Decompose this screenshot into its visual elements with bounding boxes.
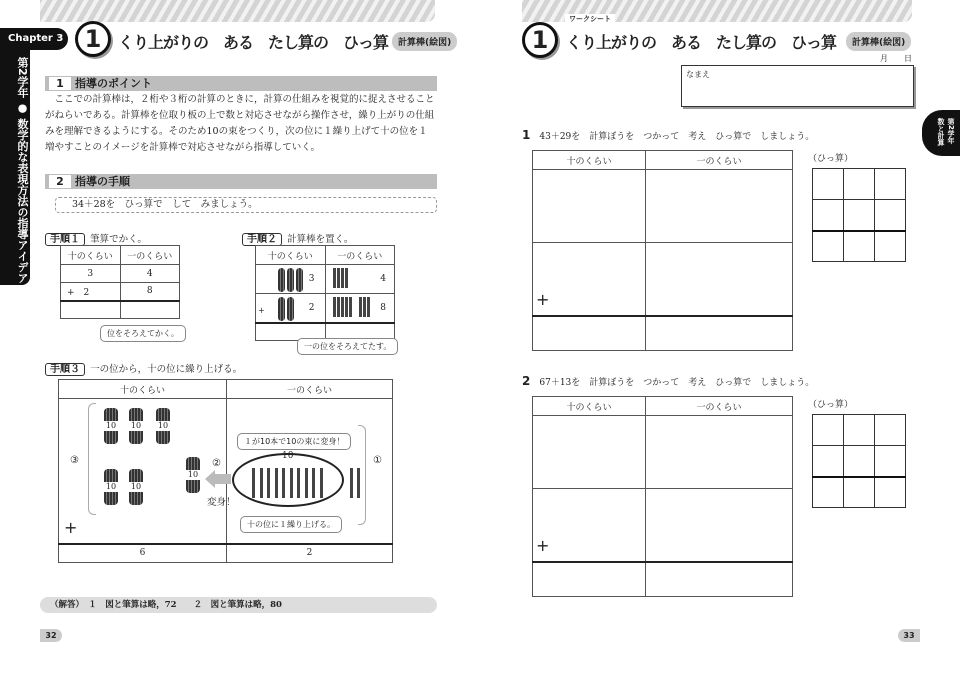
page-number: 32 [40,629,62,642]
step-label: 手順２ [242,233,282,246]
chapter-tab: Chapter 3 [0,28,68,50]
ten-bundle [129,408,143,444]
step2-callout: 一の位をそろえてたす。 [297,338,398,355]
result-tens: 6 [59,544,227,563]
cell[interactable] [533,562,646,597]
ten-bundle [186,457,200,493]
question-number: 2 [522,374,531,388]
ten-bundle [287,268,294,292]
date-field[interactable]: 月 日 [880,54,912,63]
cell[interactable] [646,562,793,597]
one-stick [367,297,370,317]
bundle-label: 10 [105,421,117,430]
section-header-procedure [45,174,437,189]
cell[interactable] [533,316,646,351]
grid-cell[interactable] [875,477,906,508]
ten-bundle [278,268,285,292]
one-stick [341,297,344,317]
mark-2: ② [212,458,221,469]
question-number: 1 [522,128,531,142]
question-text: 43＋29を 計算ぼうを つかって 考え ひっ算で しましょう。 [539,132,815,142]
question-text: 67＋13を 計算ぼうを つかって 考え ひっ算で しましょう。 [539,378,815,388]
page-title: くり上がりの ある たし算の ひっ算 [566,33,837,52]
bundle-label: 10 [130,482,142,491]
grid-cell[interactable] [813,477,844,508]
cell[interactable] [533,489,646,562]
mark-3: ③ [70,455,79,466]
section-number: 1 [49,77,71,90]
header-tens: 十のくらい [533,397,646,416]
plus-sign: + [258,306,265,315]
cell: 3 [256,265,326,294]
henshin-label: 変身！ [207,497,236,508]
ten-bundle [278,297,285,321]
hissan-label: （ひっ算） [808,400,854,410]
one-stick [333,268,336,288]
ten-bundle [296,268,303,292]
header-tens: 十のくらい [533,151,646,170]
bundle-label: 10 [105,482,117,491]
one-stick [345,297,348,317]
cell[interactable] [646,416,793,489]
one-stick [337,268,340,288]
worksheet-label: ワークシート [565,14,615,24]
grid-cell[interactable] [875,169,906,200]
place-value-table-1 [532,150,793,351]
page-number: 33 [898,629,920,642]
one-stick [350,468,353,498]
one-stick [333,297,336,317]
grid-cell[interactable] [813,446,844,477]
bubble-transform: １が10本で10の束に変身！ [237,433,351,450]
side-tab: 第2学年 数と計算 [922,110,960,156]
title-badge: 計算棒(絵図) [846,32,911,51]
section-number: 2 [49,175,71,188]
question-2 [522,374,814,388]
plus-sign: + [536,290,550,309]
page-title: くり上がりの ある たし算の ひっ算 [118,33,389,52]
name-field[interactable] [681,65,914,107]
cell: 2 [256,294,326,323]
step-text: 一の位から，十の位に繰り上げる。 [90,364,243,375]
header-tens: 十のくらい [256,246,326,265]
side-tab: 第2学年 ● 数学的な表現方法の指導アイデア [0,50,30,285]
cell [61,301,121,319]
arrow-shaft [215,474,231,484]
grid-cell[interactable] [844,200,875,231]
ten-bundle [104,469,118,505]
cell[interactable] [646,170,793,243]
answer-bar: （解答） １ 図と筆算は略，72 ２ 図と筆算は略，80 [40,597,437,613]
step2-heading [242,227,353,246]
step1-heading [45,227,147,246]
header-ones: 一のくらい [227,380,393,399]
header-ones: 一のくらい [646,151,793,170]
intro-paragraph: ここでの計算棒は，２桁や３桁の計算のときに，計算の仕組みを視覚的に捉えさせることがねらいである。計算棒を位取り板の上で数と対応させながら操作させ，繰り上がりの仕組みを理解できるようにする。そのため10の束をつくり，次の位に１繰り上げて十の位を１増やすことのイメージを計算棒で対応させながら指導していく。 [45,94,435,153]
ten-bundle [129,469,143,505]
grid-cell[interactable] [875,415,906,446]
bubble-carry: 十の位に１繰り上げる。 [240,516,342,533]
result-ones: 2 [227,544,393,563]
bundle-label: 10 [187,470,199,479]
one-stick [345,268,348,288]
grid-cell[interactable] [844,231,875,262]
header-ones: 一のくらい [646,397,793,416]
mark-1: ① [373,455,382,466]
header-ones: 一のくらい [325,246,395,265]
ten-ellipse [232,453,344,507]
grid-cell[interactable] [875,200,906,231]
cell[interactable] [646,316,793,351]
step1-callout: 位をそろえてかく。 [100,325,186,342]
cell: 4 [325,265,395,294]
grid-cell[interactable] [844,169,875,200]
ten-bundle [156,408,170,444]
grid-cell[interactable] [844,477,875,508]
cell: 8 [120,283,180,301]
cell: 3 [61,265,121,283]
brace-left [88,403,96,515]
header-ones: 一のくらい [120,246,180,265]
one-stick [363,297,366,317]
one-stick [349,297,352,317]
ten-bundle [104,408,118,444]
header-stripe [40,0,435,22]
step-text: 計算棒を置く。 [287,234,354,245]
ten-label: 10 [282,451,294,461]
cell [120,301,180,319]
step-label: 手順１ [45,233,85,246]
grid-cell[interactable] [844,415,875,446]
cell: 4 [120,265,180,283]
cell[interactable] [533,170,646,243]
ten-bundle [287,297,294,321]
one-stick [359,297,362,317]
grid-cell[interactable] [875,231,906,262]
section-label: 指導の手順 [75,175,130,188]
step3-heading [45,357,242,376]
hissan-grid-1 [812,168,906,262]
lesson-number: 1 [75,21,111,57]
problem-box: 34＋28を ひっ算で して みましょう。 [55,197,437,213]
plus-sign: + [64,518,78,537]
bundle-label: 10 [157,421,169,430]
bundle-label: 10 [130,421,142,430]
step-label: 手順３ [45,363,85,376]
name-label: なまえ [686,70,710,79]
cell[interactable] [533,416,646,489]
lesson-number: 1 [522,22,558,58]
header-tens: 十のくらい [59,380,227,399]
grid-cell[interactable] [844,446,875,477]
grid-cell[interactable] [813,415,844,446]
grid-cell[interactable] [813,200,844,231]
cell: 8 [325,294,395,323]
step1-table [60,245,180,319]
cell[interactable] [533,243,646,316]
place-value-table-2 [532,396,793,597]
section-label: 指導のポイント [75,77,152,90]
question-1 [522,128,814,142]
cell: + 2 [61,283,121,301]
plus-sign: + [536,536,550,555]
cell[interactable] [646,243,793,316]
arrow-left-icon [205,470,215,488]
brace-right [358,425,366,525]
grid-cell[interactable] [813,169,844,200]
one-stick [341,268,344,288]
step2-table [255,245,395,341]
cell[interactable] [646,489,793,562]
grid-cell[interactable] [813,231,844,262]
hissan-grid-2 [812,414,906,508]
hissan-label: （ひっ算） [808,154,854,164]
grid-cell[interactable] [875,446,906,477]
header-tens: 十のくらい [61,246,121,265]
title-badge: 計算棒(絵図) [392,32,457,51]
one-stick [337,297,340,317]
step-text: 筆算でかく。 [90,234,147,245]
section-header-points [45,76,437,91]
